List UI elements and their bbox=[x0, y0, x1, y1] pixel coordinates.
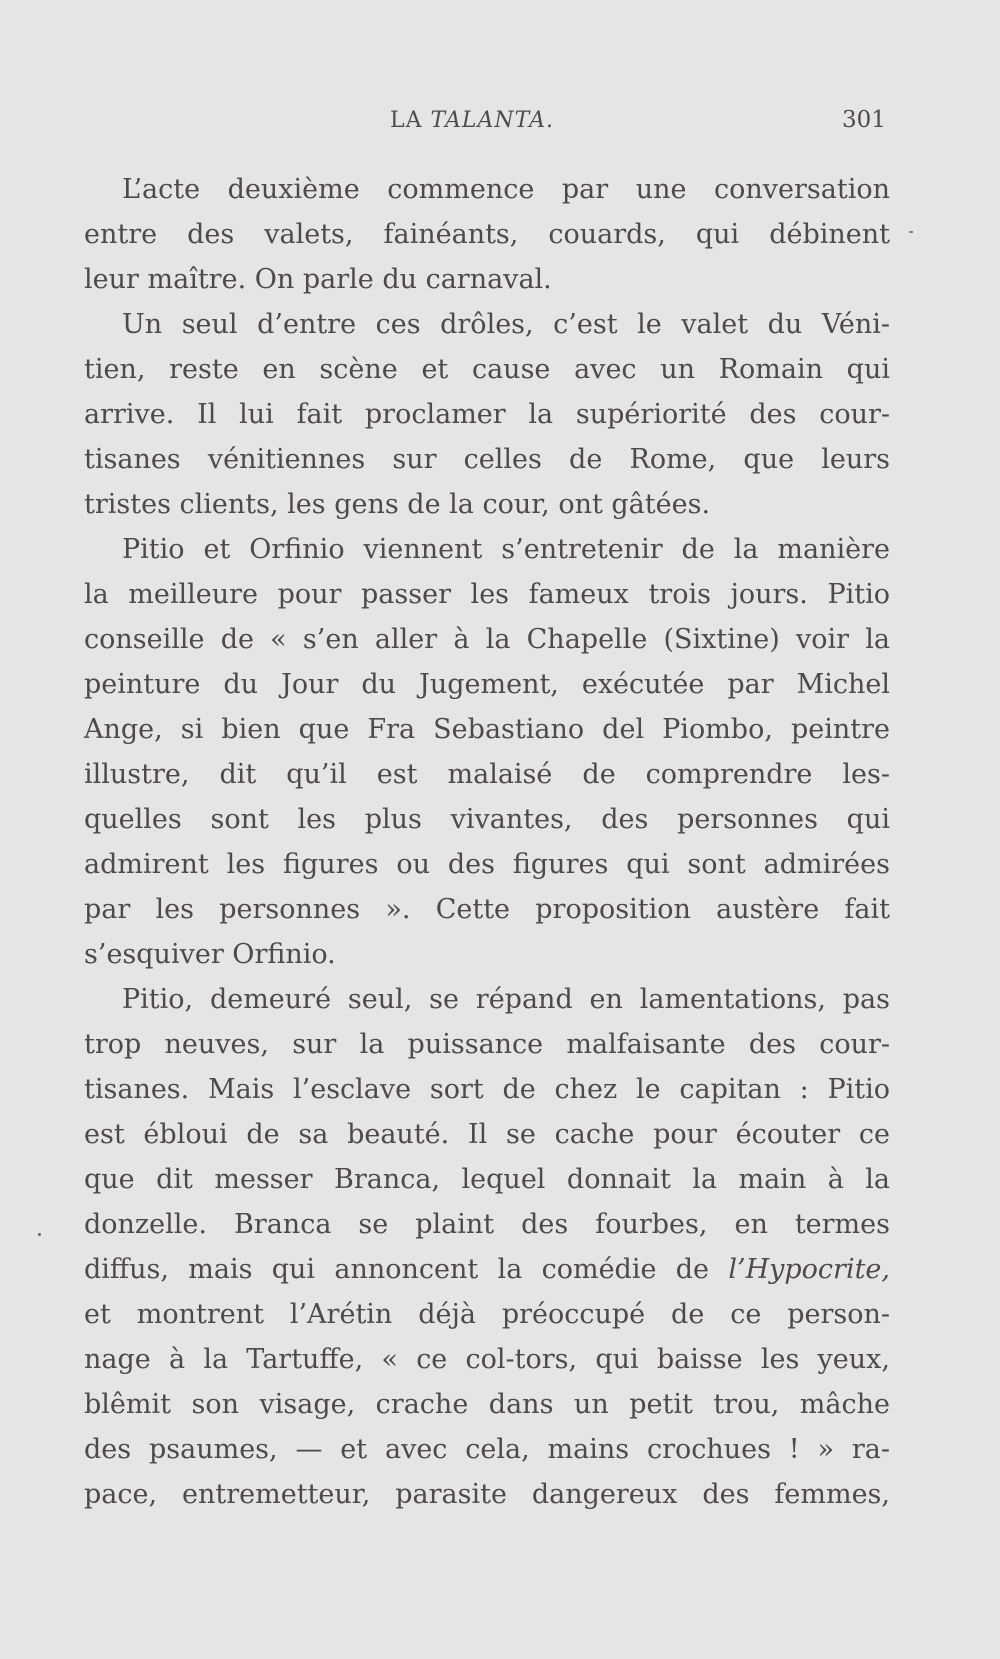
text-line: conseille de « s’en aller à la Chapelle (Sixtine) voir la bbox=[84, 624, 890, 655]
text-line: blêmit son visage, crache dans un petit trou, mâche bbox=[84, 1389, 890, 1420]
text-line: admirent les figures ou des figures qui sont admirées bbox=[84, 849, 890, 880]
text-line: tien, reste en scène et cause avec un Romain qui bbox=[84, 354, 890, 385]
text-line-start: diffus, mais qui annoncent la comédie de bbox=[84, 1254, 729, 1285]
text-line: peinture du Jour du Jugement, exécutée par Michel bbox=[84, 669, 890, 700]
text-line: et montrent l’Arétin déjà préoccupé de ce person- bbox=[84, 1299, 890, 1330]
text-line: tisanes. Mais l’esclave sort de chez le capitan : Pitio bbox=[84, 1074, 890, 1105]
page-number: 301 bbox=[842, 107, 886, 133]
text-line: s’esquiver Orfinio. bbox=[84, 939, 336, 970]
text-line: trop neuves, sur la puissance malfaisante des cour- bbox=[84, 1029, 890, 1060]
text-line: donzelle. Branca se plaint des fourbes, en termes bbox=[84, 1209, 890, 1240]
text-line: L’acte deuxième commence par une conversation bbox=[122, 174, 890, 205]
text-line: Un seul d’entre ces drôles, c’est le valet du Véni- bbox=[122, 309, 890, 340]
text-line: tristes clients, les gens de la cour, ont gâtées. bbox=[84, 489, 711, 520]
running-title-italic: TALANTA. bbox=[430, 108, 554, 133]
text-line: Pitio et Orfinio viennent s’entretenir de la manière bbox=[122, 534, 890, 565]
text-line: que dit messer Branca, lequel donnait la main à la bbox=[84, 1164, 890, 1195]
paper-speck bbox=[38, 1233, 41, 1236]
text-line: Ange, si bien que Fra Sebastiano del Piombo, peintre bbox=[84, 714, 890, 745]
body-text bbox=[84, 167, 890, 1517]
text-line: nage à la Tartuffe, « ce col-tors, qui baisse les yeux, bbox=[84, 1344, 890, 1375]
text-line: leur maître. On parle du carnaval. bbox=[84, 264, 552, 295]
text-line: la meilleure pour passer les fameux trois jours. Pitio bbox=[84, 579, 890, 610]
text-line: entre des valets, fainéants, couards, qui débinent bbox=[84, 219, 890, 250]
running-title-prefix: LA bbox=[390, 108, 431, 133]
text-line bbox=[84, 1247, 890, 1292]
paper-speck bbox=[909, 231, 913, 233]
running-title bbox=[390, 108, 554, 133]
text-line: par les personnes ». Cette proposition austère fait bbox=[84, 894, 890, 925]
text-line: pace, entremetteur, parasite dangereux des femmes, bbox=[84, 1479, 890, 1510]
text-line: quelles sont les plus vivantes, des personnes qui bbox=[84, 804, 890, 835]
text-line: est ébloui de sa beauté. Il se cache pour écouter ce bbox=[84, 1119, 890, 1150]
text-line: tisanes vénitiennes sur celles de Rome, que leurs bbox=[84, 444, 890, 475]
text-line: des psaumes, — et avec cela, mains crochues ! » ra- bbox=[84, 1434, 890, 1465]
text-line: Pitio, demeuré seul, se répand en lamentations, pas bbox=[122, 984, 890, 1015]
italic-title: l’Hypocrite, bbox=[728, 1254, 890, 1285]
text-line: arrive. Il lui fait proclamer la supériorité des cour- bbox=[84, 399, 890, 430]
text-line: illustre, dit qu’il est malaisé de comprendre les- bbox=[84, 759, 890, 790]
